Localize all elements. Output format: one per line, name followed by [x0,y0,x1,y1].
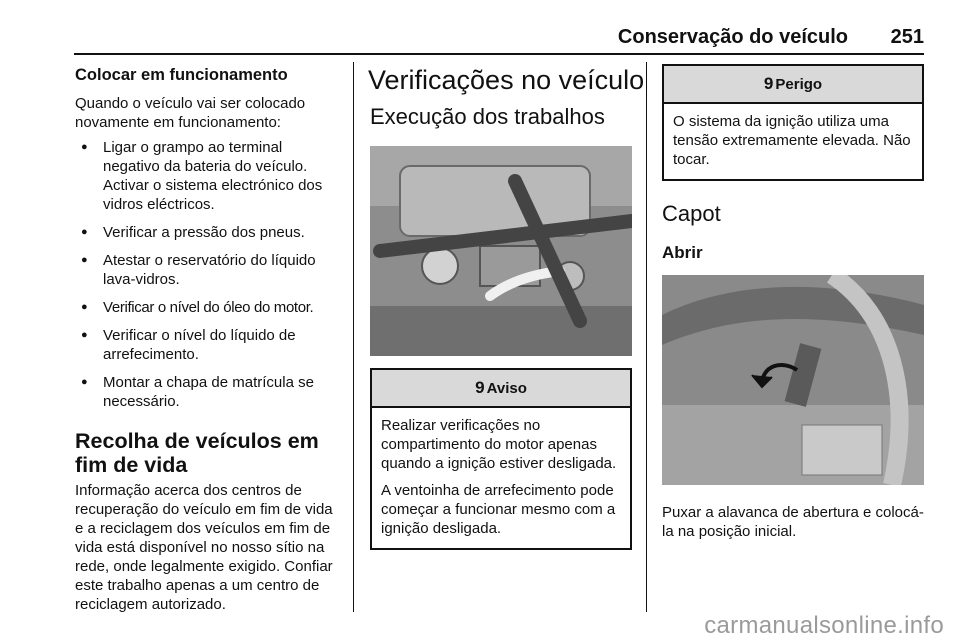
warning-box [370,368,632,550]
section-heading-bonnet: Capot [662,201,721,226]
danger-icon: 9 [763,74,774,93]
header-rule [74,53,924,55]
list-item: ● Montar a chapa de matrícula se necessário. [75,373,343,411]
danger-header [664,66,922,104]
bonnet-release-illustration [662,275,924,485]
chapter-title: Verificações no veículo [368,65,645,95]
subheading-open: Abrir [662,243,703,262]
warning-icon: 9 [475,378,485,397]
warning-text-2: A ventoinha de arrefecimento pode começar a funcionar mesmo com a ignição desligada. [381,482,616,537]
warning-label: Aviso [486,379,527,397]
caption-paragraph: Puxar a alavanca de abertura e colocá-la na posição inicial. [662,504,924,540]
section-heading-end-of-life: Recolha de veículos em fim de vida [75,429,319,477]
section-heading-start-up: Colocar em funcionamento [75,66,288,84]
danger-text: O sistema da ignição utiliza uma tensão extremamente elevada. Não tocar. [673,113,911,168]
list-item: ● Verificar a pressão dos pneus. [75,223,343,242]
list-item: ● Verificar o nível do óleo do motor. [75,298,343,317]
header-title: Conservação do veículo [617,26,848,48]
list-item: ● Atestar o reservatório do líquido lava-vidros. [75,251,343,289]
engine-bay-illustration [370,146,632,356]
section-subtitle: Execução dos trabalhos [370,104,605,129]
intro-paragraph: Quando o veículo vai ser colocado novamente em funcionamento: [75,95,306,131]
column-divider-2 [646,62,647,612]
warning-header [372,370,630,408]
warning-text-1: Realizar verificações no compartimento do motor apenas quando a ignição estiver desligada. [381,417,617,472]
end-of-life-paragraph: Informação acerca dos centros de recuperação do veículo em fim de vida e a reciclagem dos veículos em fim de vida está disponível no nosso sítio na rede, onde legalmente exigido. Confiar este trabalho apenas a um centro de reciclagem autorizado. [75,482,333,613]
watermark: carmanualsonline.info [704,612,944,639]
danger-label: Perigo [775,75,823,93]
list-item: ● Verificar o nível do líquido de arrefecimento. [75,326,343,364]
page-number: 251 [890,26,924,48]
checklist [75,138,343,411]
column-middle [368,64,645,550]
column-right [662,64,924,541]
danger-box [662,64,924,181]
column-divider-1 [353,62,354,612]
list-item: ● Ligar o grampo ao terminal negativo da bateria do veículo. Activar o sistema electrónico dos vidros eléctricos. [75,138,343,214]
column-left [75,64,343,614]
